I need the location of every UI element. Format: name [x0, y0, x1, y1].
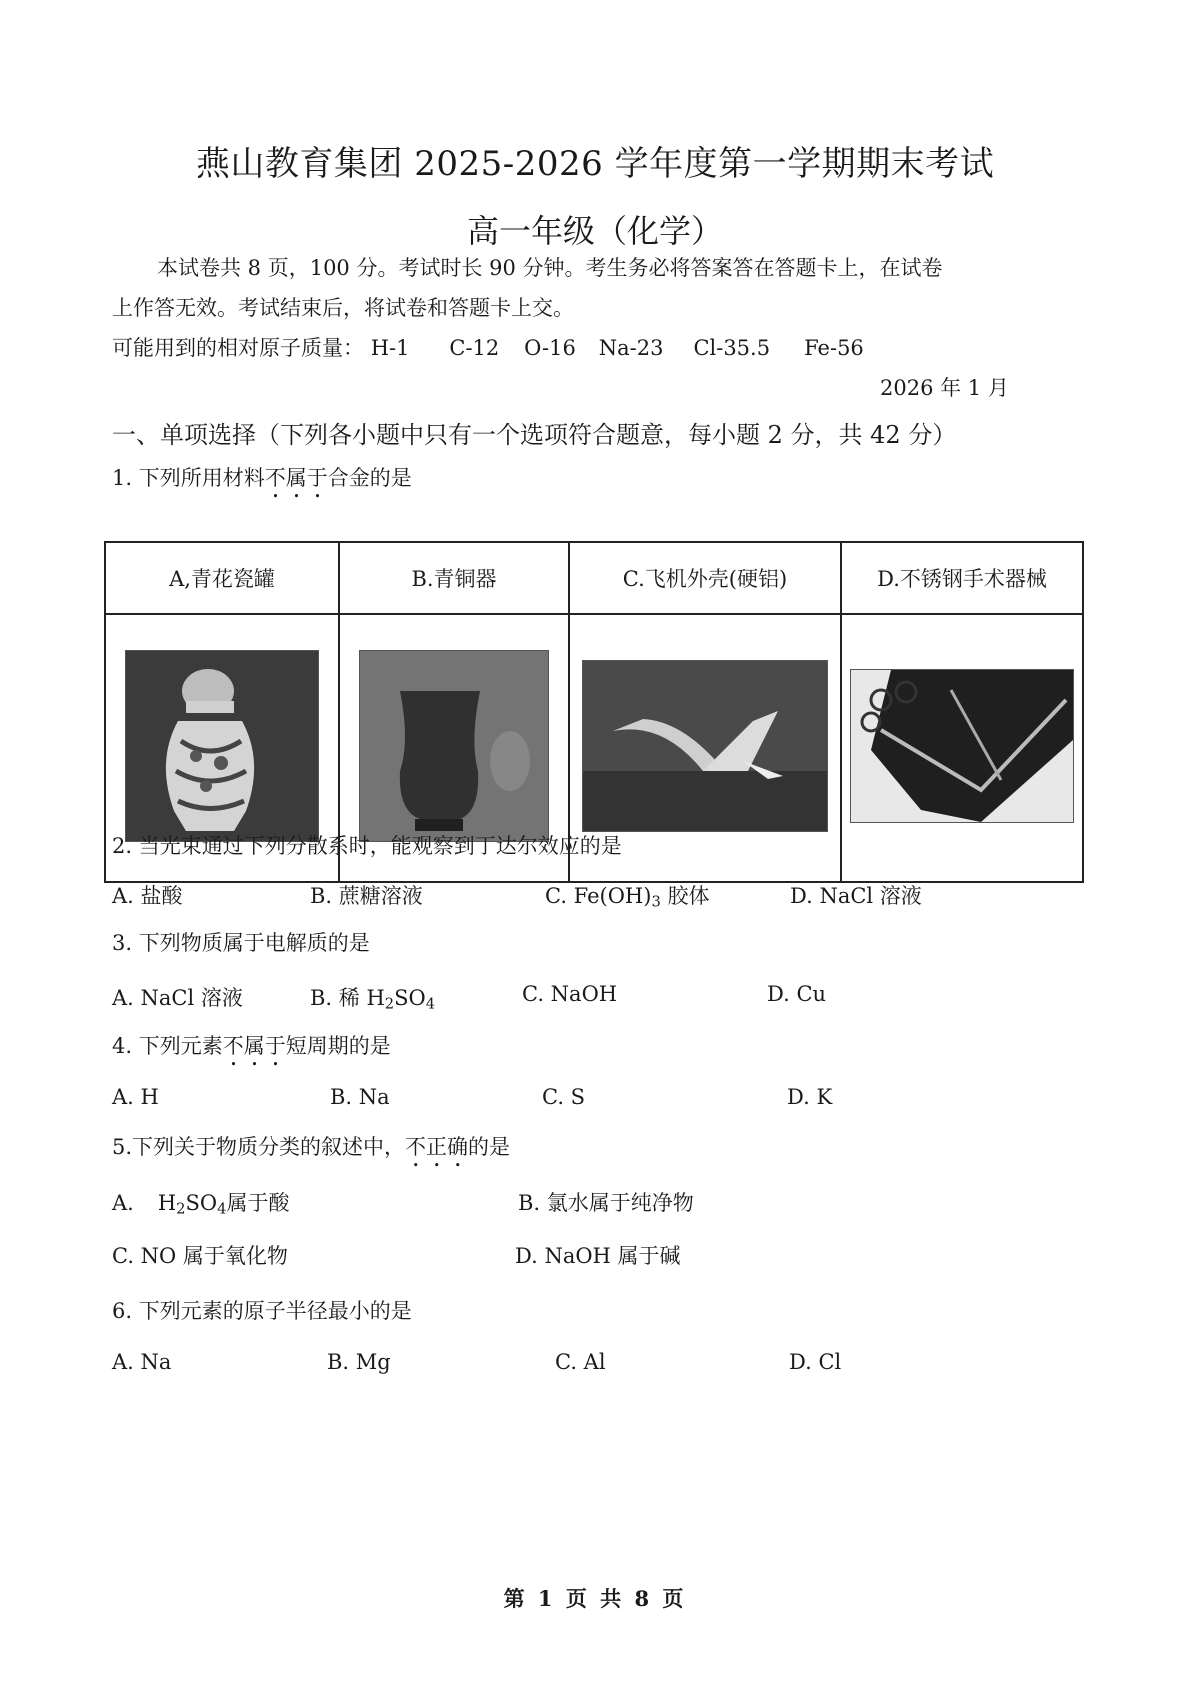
emphasis-incorrect: 不正确: [405, 1135, 469, 1159]
page-number: 第 1 页 共 8 页: [503, 1586, 687, 1611]
q4-option-d[interactable]: D. K: [787, 1085, 833, 1109]
q3-option-d[interactable]: D. Cu: [767, 982, 827, 1006]
porcelain-jar-image: [125, 650, 319, 842]
emphasis-not-belong: 不属于: [222, 1034, 286, 1058]
question-1-stem: 1. 下列所用材料不属于合金的是: [112, 466, 412, 490]
airplane-image: [582, 660, 828, 832]
q5-option-a[interactable]: A. $H_2SO_4$属于酸: [112, 1191, 290, 1218]
q4-option-a[interactable]: A. H: [112, 1085, 159, 1109]
question-5-stem: 5.下列关于物质分类的叙述中，不正确的是: [112, 1135, 511, 1159]
q5-option-c[interactable]: C. NO 属于氧化物: [112, 1244, 288, 1268]
option-c-label: C.飞机外壳(硬铝): [569, 542, 841, 614]
q3-option-b[interactable]: B. 稀 $H_2SO_4$: [310, 986, 436, 1013]
q5-option-d[interactable]: D. NaOH 属于碱: [515, 1244, 681, 1268]
instructions-line-2: 上作答无效。考试结束后，将试卷和答题卡上交。: [112, 296, 574, 320]
atomic-mass-na: Na-23: [598, 336, 664, 360]
question-6-stem: 6. 下列元素的原子半径最小的是: [112, 1299, 412, 1323]
question-4-stem: 4. 下列元素不属于短周期的是: [112, 1034, 391, 1058]
q2-option-c[interactable]: C. $Fe(OH)_3$ 胶体: [545, 884, 710, 911]
q6-option-d[interactable]: D. Cl: [789, 1350, 842, 1374]
section-1-title: 一、单项选择（下列各小题中只有一个选项符合题意，每小题 2 分，共 42 分）: [112, 421, 957, 449]
q2-option-d[interactable]: D. NaCl 溶液: [790, 884, 922, 908]
option-d-image-cell: [841, 614, 1083, 882]
option-d-label: D.不锈钢手术器械: [841, 542, 1083, 614]
q3-option-a[interactable]: A. NaCl 溶液: [112, 986, 243, 1010]
q6-option-b[interactable]: B. Mg: [327, 1350, 391, 1374]
atomic-mass-o: O-16: [524, 336, 576, 360]
surgical-instruments-image: [850, 669, 1074, 823]
question-2-stem: 2. 当光束通过下列分散系时，能观察到丁达尔效应的是: [112, 834, 622, 858]
atomic-mass-label: 可能用到的相对原子质量：: [112, 336, 364, 360]
atomic-mass-h: H-1: [370, 336, 410, 360]
q6-option-c[interactable]: C. Al: [555, 1350, 606, 1374]
q4-option-b[interactable]: B. Na: [330, 1085, 390, 1109]
q6-option-a[interactable]: A. Na: [112, 1350, 172, 1374]
emphasis-not-belong: 不属于: [264, 466, 328, 490]
q2-option-a[interactable]: A. 盐酸: [112, 884, 183, 908]
option-b-label: B.青铜器: [339, 542, 569, 614]
atomic-mass-c: C-12: [449, 336, 500, 360]
q4-option-c[interactable]: C. S: [542, 1085, 586, 1109]
atomic-mass-row: [112, 332, 864, 362]
bronze-vessel-image: [359, 650, 549, 842]
question-3-stem: 3. 下列物质属于电解质的是: [112, 931, 370, 955]
instructions-line-1: 本试卷共 8 页，100 分。考试时长 90 分钟。考生务必将答案答在答题卡上，在试卷: [157, 256, 943, 280]
exam-subtitle: 高一年级（化学）: [466, 212, 723, 250]
table-header-row: [105, 542, 1083, 614]
q2-option-b[interactable]: B. 蔗糖溶液: [310, 884, 423, 908]
q5-option-b[interactable]: B. 氯水属于纯净物: [518, 1191, 694, 1215]
exam-date: 2026 年 1 月: [880, 376, 1009, 400]
q3-option-c[interactable]: C. NaOH: [522, 982, 618, 1006]
atomic-mass-cl: Cl-35.5: [693, 336, 771, 360]
option-a-label: A,青花瓷罐: [105, 542, 339, 614]
atomic-mass-fe: Fe-56: [804, 336, 864, 360]
exam-title: 燕山教育集团 2025-2026 学年度第一学期期末考试: [195, 144, 995, 184]
